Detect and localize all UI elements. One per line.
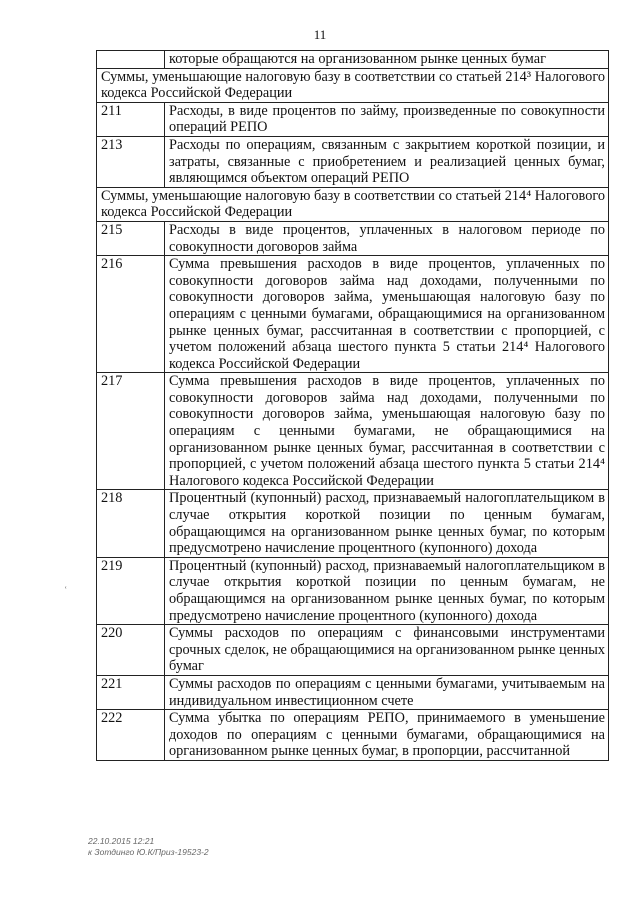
- section-header-row: [97, 187, 609, 221]
- table-row: [97, 490, 609, 557]
- table-row: [97, 51, 609, 69]
- description-cell: Сумма превышения расходов в виде процентов, уплаченных по совокупности договоров займа над доходами, полученными по совокупности договоров займа, уменьшающая налоговую базу по операциям с ценными бумагами, не обращающимися на организованном рынке ценных бумаг, рассчитанная в соответствии с пропорцией, с учетом положений абзаца шестого пункта 5 статьи 214⁴ Налогового кодекса Российской Федерации: [165, 373, 609, 490]
- footer-reference: к Зотдинго Ю.К/Приз-19523-2: [88, 847, 209, 857]
- table-row: [97, 102, 609, 136]
- table-body: [97, 51, 609, 761]
- description-cell: Процентный (купонный) расход, признаваемый налогоплательщиком в случае открытия короткой позиции по ценным бумагам, обращающимся на организованном рынке ценных бумаг, по которым предусмотрено начисление процентного (купонного) дохода: [165, 490, 609, 557]
- page-number: 11: [313, 27, 327, 42]
- table-row: [97, 221, 609, 255]
- code-cell: 221: [97, 675, 165, 709]
- table-row: [97, 710, 609, 761]
- code-cell: 211: [97, 102, 165, 136]
- description-cell: Суммы расходов по операциям с ценными бумагами, учитываемым на индивидуальном инвестиционном счете: [165, 675, 609, 709]
- margin-mark: ʿ: [64, 586, 68, 597]
- code-cell: 219: [97, 557, 165, 624]
- tax-codes-table: [96, 50, 609, 761]
- code-cell: 218: [97, 490, 165, 557]
- code-cell: 217: [97, 373, 165, 490]
- description-cell: Расходы в виде процентов, уплаченных в налоговом периоде по совокупности договоров займа: [165, 221, 609, 255]
- description-cell: Расходы, в виде процентов по займу, произведенные по совокупности операций РЕПО: [165, 102, 609, 136]
- table-row: [97, 675, 609, 709]
- description-cell: Процентный (купонный) расход, признаваемый налогоплательщиком в случае открытия короткой позиции по ценным бумагам, не обращающимся на организованном рынке ценных бумаг, по которым предусмотрено начисление процентного (купонного) дохода: [165, 557, 609, 624]
- code-cell: [97, 51, 165, 69]
- code-cell: 215: [97, 221, 165, 255]
- section-header-text: Суммы, уменьшающие налоговую базу в соответствии со статьей 214⁴ Налогового кодекса Российской Федерации: [97, 187, 609, 221]
- code-cell: 220: [97, 625, 165, 676]
- table-row: [97, 373, 609, 490]
- footer-timestamp: 22.10.2015 12:21: [88, 836, 155, 846]
- code-cell: 222: [97, 710, 165, 761]
- section-header-text: Суммы, уменьшающие налоговую базу в соответствии со статьей 214³ Налогового кодекса Российской Федерации: [97, 68, 609, 102]
- description-cell: Расходы по операциям, связанным с закрытием короткой позиции, и затраты, связанные с приобретением и реализацией ценных бумаг, являющимся объектом операций РЕПО: [165, 136, 609, 187]
- code-cell: 216: [97, 256, 165, 373]
- table-row: [97, 625, 609, 676]
- description-cell: Сумма превышения расходов в виде процентов, уплаченных по совокупности договоров займа над доходами, полученными по совокупности договоров займа, уменьшающая налоговую базу по операциям с ценными бумагами, обращающимися на организованном рынке ценных бумаг, рассчитанная в соответствии с пропорцией, с учетом положений абзаца шестого пункта 5 статьи 214⁴ Налогового кодекса Российской Федерации: [165, 256, 609, 373]
- code-cell: 213: [97, 136, 165, 187]
- description-cell: Сумма убытка по операциям РЕПО, принимаемого в уменьшение доходов по операциям с ценными бумагами, обращающимися на организованном рынке ценных бумаг, в пропорции, рассчитанной: [165, 710, 609, 761]
- table-row: [97, 557, 609, 624]
- document-footer: [88, 836, 209, 858]
- description-cell: которые обращаются на организованном рынке ценных бумаг: [165, 51, 609, 69]
- table-row: [97, 136, 609, 187]
- table-row: [97, 256, 609, 373]
- section-header-row: [97, 68, 609, 102]
- description-cell: Суммы расходов по операциям с финансовыми инструментами срочных сделок, не обращающимися на организованном рынке ценных бумаг: [165, 625, 609, 676]
